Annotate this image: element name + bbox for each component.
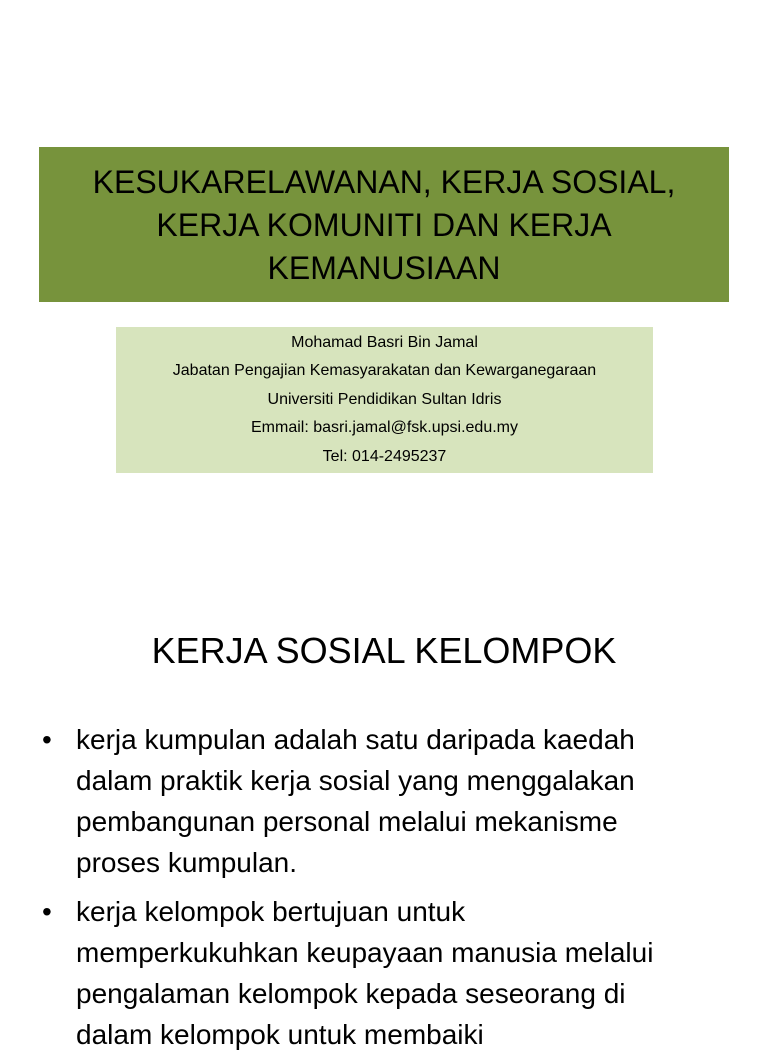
bullet-icon: • xyxy=(42,724,52,755)
bullet-list xyxy=(42,719,742,1063)
author-phone: Tel: 014-2495237 xyxy=(322,447,447,465)
bullet-text-line: kerja kumpulan adalah satu daripada kaedah xyxy=(76,724,635,755)
title-line-2: KERJA KOMUNITI DAN KERJA xyxy=(156,207,612,243)
bullet-text-line: dalam praktik kerja sosial yang menggalakan xyxy=(76,765,635,796)
author-university: Universiti Pendidikan Sultan Idris xyxy=(267,390,502,408)
author-info-box xyxy=(116,327,653,473)
bullet-text-line: kerja kelompok bertujuan untuk xyxy=(76,896,466,927)
slide-heading: KERJA SOSIAL KELOMPOK xyxy=(151,630,617,671)
bullet-icon: • xyxy=(42,896,52,927)
author-name: Mohamad Basri Bin Jamal xyxy=(291,333,478,351)
list-item xyxy=(42,891,742,1055)
list-item xyxy=(42,719,742,883)
bullet-text-line: pengalaman kelompok kepada seseorang di xyxy=(76,978,626,1009)
bullet-text-line: pembangunan personal melalui mekanisme xyxy=(76,806,618,837)
title-line-1: KESUKARELAWANAN, KERJA SOSIAL, xyxy=(92,164,676,200)
title-line-3: KEMANUSIAAN xyxy=(267,250,501,286)
bullet-text-line: memperkukuhkan keupayaan manusia melalui xyxy=(76,937,654,968)
title-banner xyxy=(39,147,729,302)
bullet-text-line: dalam kelompok untuk membaiki xyxy=(76,1019,484,1050)
bullet-text-line: proses kumpulan. xyxy=(76,847,298,878)
author-department: Jabatan Pengajian Kemasyarakatan dan Kewarganegaraan xyxy=(172,362,597,380)
author-email: Emmail: basri.jamal@fsk.upsi.edu.my xyxy=(251,419,518,437)
